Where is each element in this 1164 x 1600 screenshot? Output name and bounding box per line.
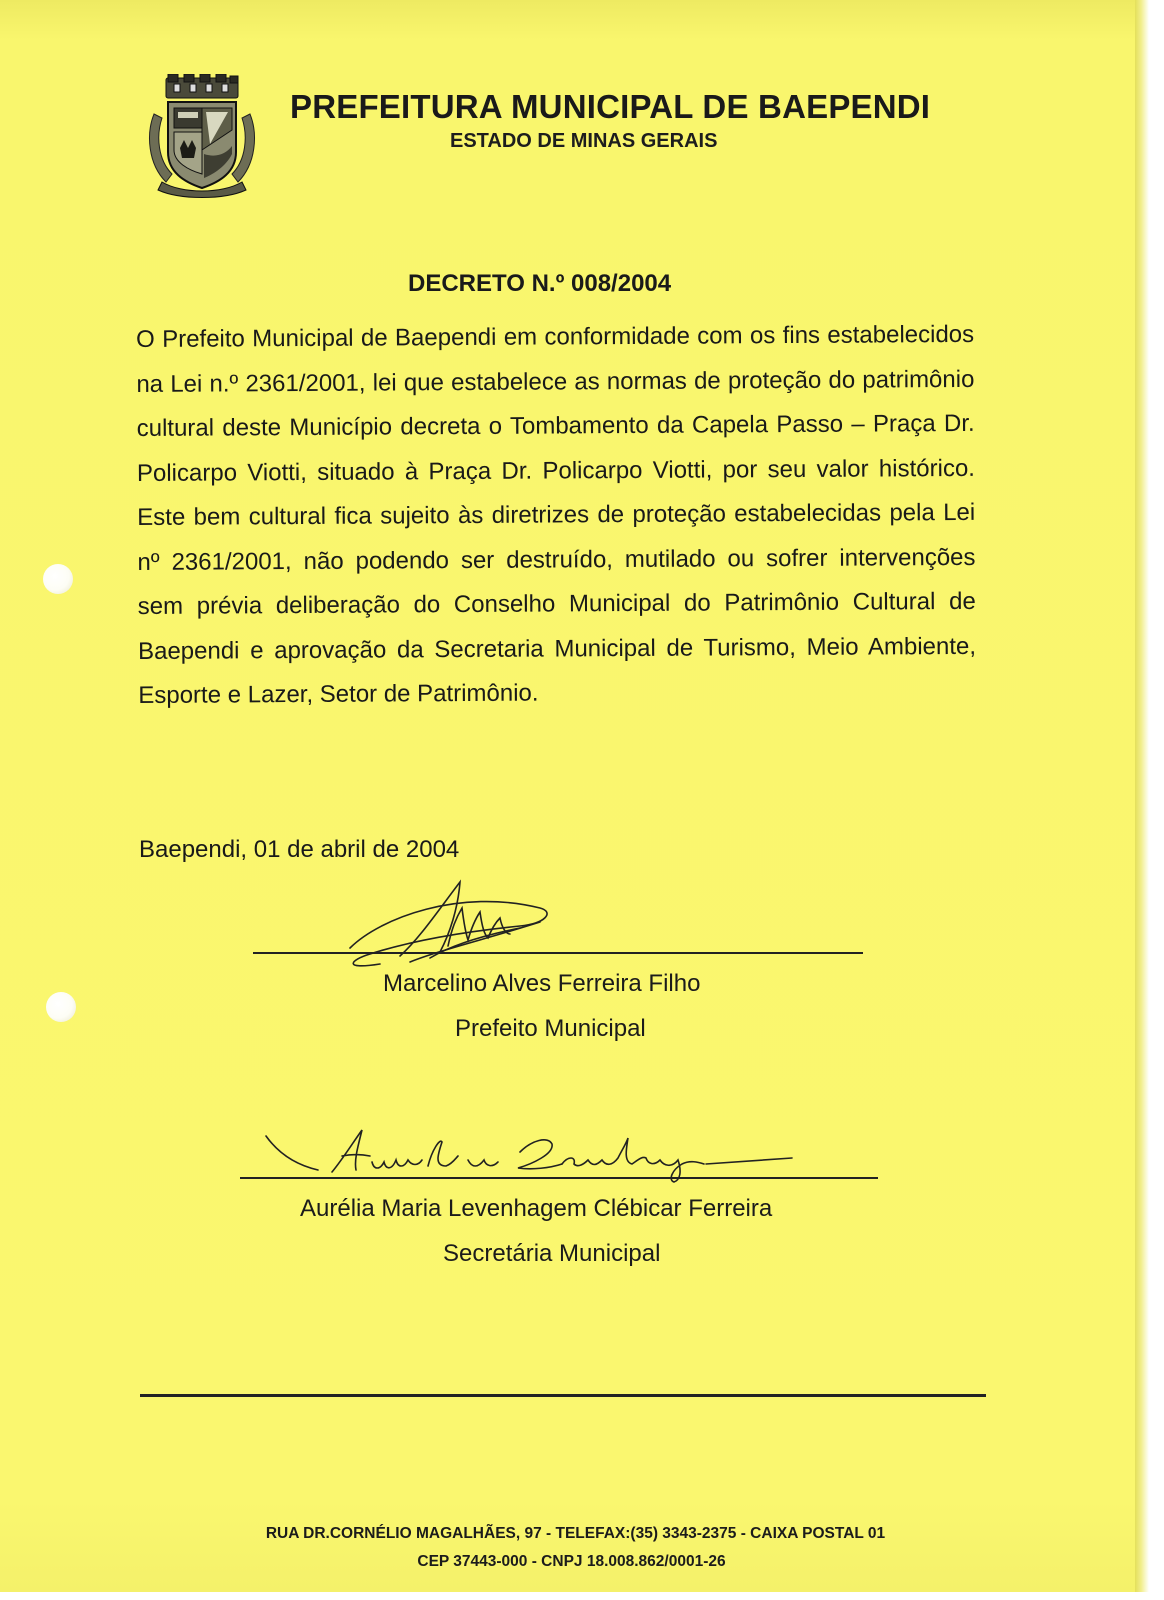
handwritten-signature-icon bbox=[262, 1120, 802, 1190]
footer-registry: CEP 37443-000 - CNPJ 18.008.862/0001-26 bbox=[417, 1553, 726, 1570]
signer-name: Aurélia Maria Levenhagem Clébicar Ferreira bbox=[300, 1195, 773, 1222]
decree-body: O Prefeito Municipal de Baependi em conformidade com os fins estabelecidos na Lei n.º 2361/2001, lei que estabelece as normas de proteção do patrimônio cultural deste Município decreta o Tombamento da Capela Passo – Praça Dr. Policarpo Viotti, situado à Praça Dr. Policarpo Viotti, por seu valor histórico. Este bem cultural fica sujeito às diretrizes de proteção estabelecidas pela Lei nº 2361/2001, não podendo ser destruído, mutilado ou sofrer intervenções sem prévia deliberação do Conselho Municipal do Patrimônio Cultural de Baependi e aprovação da Secretaria Municipal de Turismo, Meio Ambiente, Esporte e Lazer, Setor de Patrimônio. bbox=[136, 320, 977, 709]
date-line: Baependi, 01 de abril de 2004 bbox=[139, 836, 460, 863]
punch-hole-top bbox=[43, 564, 73, 594]
signer-name: Marcelino Alves Ferreira Filho bbox=[383, 970, 701, 997]
state-subtitle: ESTADO DE MINAS GERAIS bbox=[450, 130, 718, 152]
handwritten-signature-icon bbox=[340, 878, 570, 978]
signature-line bbox=[253, 952, 863, 954]
signer-role: Prefeito Municipal bbox=[455, 1015, 646, 1042]
scan-margin-right bbox=[1135, 0, 1164, 1600]
scan-margin-bottom bbox=[0, 1592, 1164, 1600]
footer-divider bbox=[140, 1394, 986, 1397]
municipal-coat-of-arms-icon bbox=[146, 74, 258, 198]
decree-title: DECRETO N.º 008/2004 bbox=[408, 270, 672, 297]
punch-hole-bottom bbox=[46, 992, 76, 1022]
signer-role: Secretária Municipal bbox=[443, 1240, 661, 1267]
institution-title: PREFEITURA MUNICIPAL DE BAEPENDI bbox=[290, 88, 931, 125]
footer-address: RUA DR.CORNÉLIO MAGALHÃES, 97 - TELEFAX:(35) 3343-2375 - CAIXA POSTAL 01 bbox=[265, 1525, 886, 1542]
signature-line bbox=[240, 1177, 878, 1179]
